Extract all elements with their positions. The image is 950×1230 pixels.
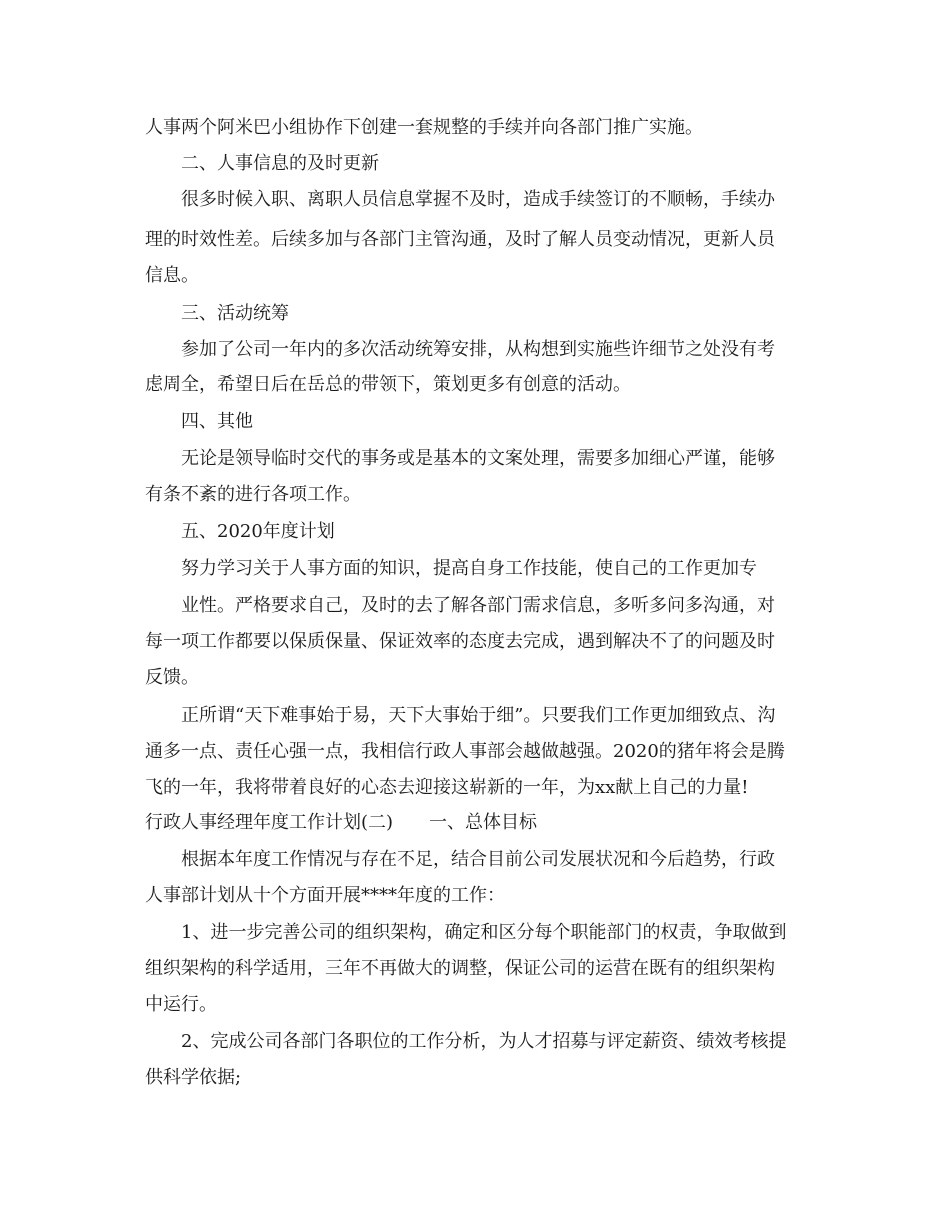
text-line: 根据本年度工作情况与存在不足，结合目前公司发展状况和今后趋势，行政 bbox=[181, 849, 775, 870]
text-line: 每一项工作都要以保质保量、保证效率的态度去完成，遇到解决不了的问题及时 bbox=[145, 631, 775, 652]
text-line: 1、进一步完善公司的组织架构，确定和区分每个职能部门的权责，争取做到 bbox=[181, 922, 787, 943]
section-heading: 二、人事信息的及时更新 bbox=[181, 153, 379, 174]
text-line: 信息。 bbox=[145, 265, 199, 286]
text-line: 中运行。 bbox=[145, 994, 217, 1015]
text-line: 虑周全，希望日后在岳总的带领下，策划更多有创意的活动。 bbox=[145, 374, 631, 395]
text-line: 努力学习关于人事方面的知识，提高自身工作技能，使自己的工作更加专 bbox=[181, 558, 757, 579]
text-line: 反馈。 bbox=[145, 667, 199, 688]
text-line: 人事两个阿米巴小组协作下创建一套规整的手续并向各部门推广实施。 bbox=[145, 117, 703, 138]
section-heading: 三、活动统筹 bbox=[181, 303, 289, 324]
text-line: 2、完成公司各部门各职位的工作分析，为人才招募与评定薪资、绩效考核提 bbox=[181, 1031, 787, 1052]
text-line: 通多一点、责任心强一点，我相信行政人事部会越做越强。2020的猪年将会是腾 bbox=[145, 741, 785, 762]
text-line: 很多时候入职、离职人员信息掌握不及时，造成手续签订的不顺畅，手续办 bbox=[181, 189, 775, 210]
text-line: 有条不紊的进行各项工作。 bbox=[145, 484, 361, 505]
text-line: 参加了公司一年内的多次活动统筹安排，从构想到实施些许细节之处没有考 bbox=[181, 339, 775, 360]
text-line: 无论是领导临时交代的事务或是基本的文案处理，需要多加细心严谨，能够 bbox=[181, 448, 775, 469]
text-line: 人事部计划从十个方面开展****年度的工作： bbox=[145, 885, 505, 906]
text-line: 飞的一年，我将带着良好的心态去迎接这崭新的一年，为xx献上自己的力量! bbox=[145, 777, 749, 798]
text-line: 业性。严格要求自己，及时的去了解各部门需求信息，多听多问多沟通，对 bbox=[181, 595, 775, 616]
text-line: 组织架构的科学适用，三年不再做大的调整，保证公司的运营在既有的组织架构 bbox=[145, 958, 775, 979]
text-line: 正所谓“天下难事始于易，天下大事始于细”。只要我们工作更加细致点、沟 bbox=[181, 705, 776, 726]
text-line: 供科学依据; bbox=[145, 1067, 242, 1088]
section-heading: 四、其他 bbox=[181, 411, 253, 432]
text-line: 理的时效性差。后续多加与各部门主管沟通，及时了解人员变动情况，更新人员 bbox=[145, 229, 775, 250]
section-heading: 五、2020年度计划 bbox=[181, 521, 335, 542]
document-subtitle: 行政人事经理年度工作计划(二) 一、总体目标 bbox=[145, 812, 538, 833]
